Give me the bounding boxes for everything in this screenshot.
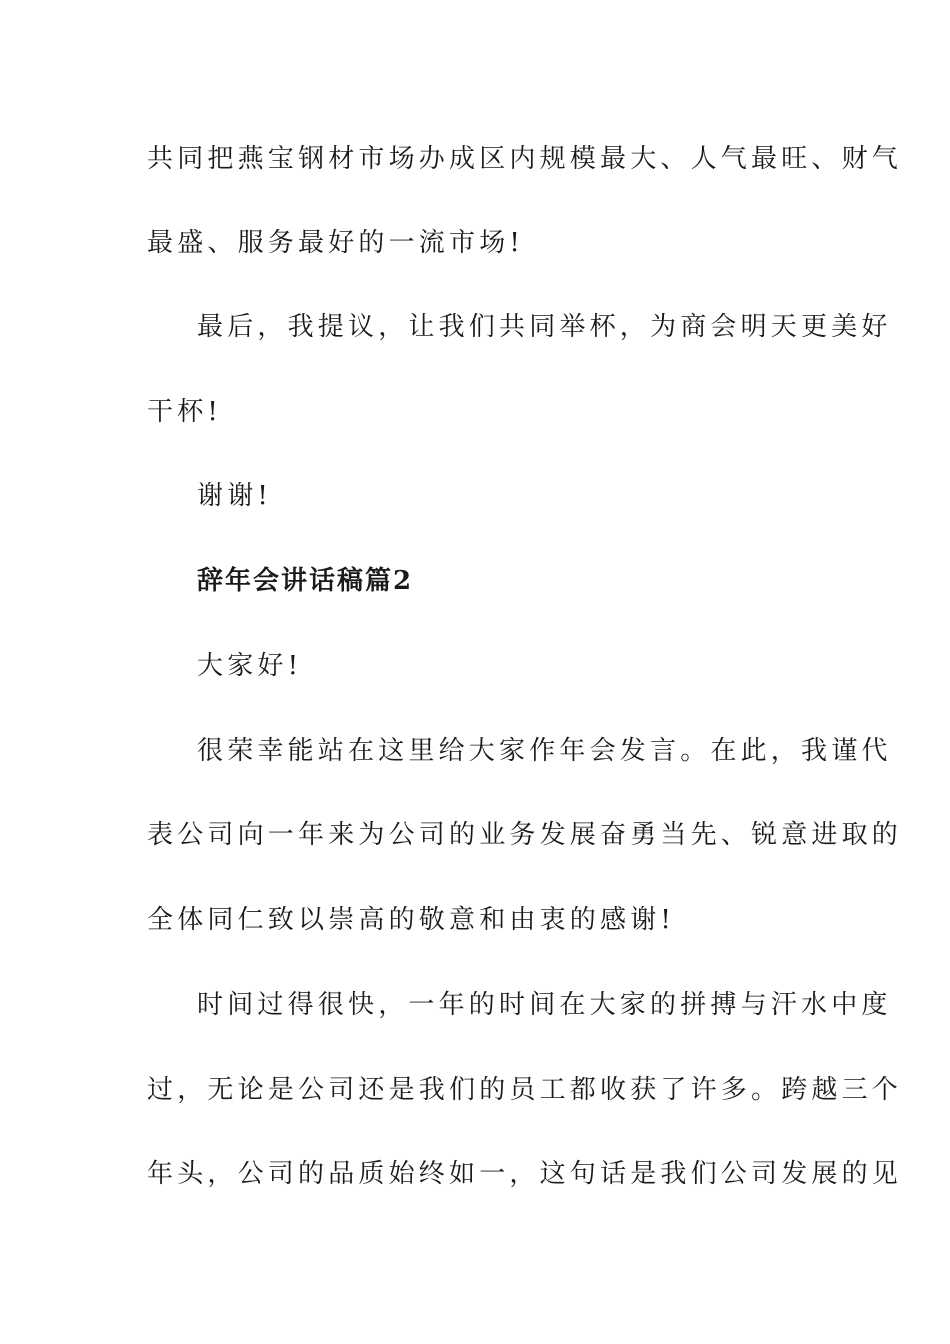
text-line: 共同把燕宝钢材市场办成区内规模最大、人气最旺、财气: [147, 144, 903, 174]
text-line: 表公司向一年来为公司的业务发展奋勇当先、锐意进取的: [147, 820, 903, 850]
paragraph-start-line: 谢谢!: [197, 481, 273, 511]
paragraph-start-line: 很荣幸能站在这里给大家作年会发言。在此，我谨代: [197, 736, 892, 766]
greeting-line: 大家好!: [197, 651, 303, 681]
text-line: 年头，公司的品质始终如一，这句话是我们公司发展的见: [147, 1159, 903, 1189]
paragraph-start-line: 最后，我提议，让我们共同举杯，为商会明天更美好: [197, 312, 892, 342]
text-line: 干杯!: [147, 397, 223, 427]
section-heading: 辞年会讲话稿篇2: [197, 566, 414, 596]
paragraph-start-line: 时间过得很快，一年的时间在大家的拼搏与汗水中度: [197, 990, 892, 1020]
text-line: 最盛、服务最好的一流市场!: [147, 228, 525, 258]
text-line: 过，无论是公司还是我们的员工都收获了许多。跨越三个: [147, 1075, 903, 1105]
text-line: 全体同仁致以崇高的敬意和由衷的感谢!: [147, 905, 676, 935]
